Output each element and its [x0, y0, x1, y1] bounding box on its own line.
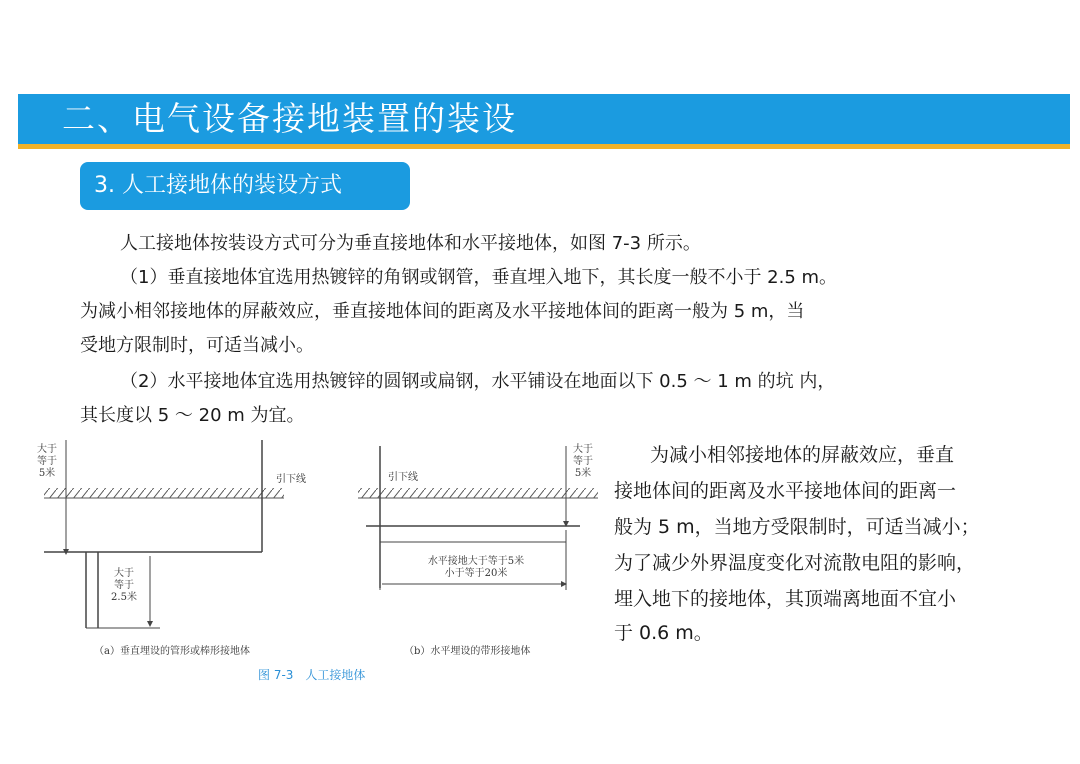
fig-b-dist-label: 大于 等于 5米: [573, 444, 593, 479]
side-line-3: 般为 5 m，当地方受限制时，可适当减小；: [614, 516, 980, 538]
fig-a-length-label: 大于 等于 2.5米: [111, 568, 137, 603]
side-line-6: 于 0.6 m。: [614, 622, 713, 644]
side-line-1: 为减小相邻接地体的屏蔽效应，垂直: [650, 444, 955, 466]
figure-caption: 图 7-3 人工接地体: [258, 668, 366, 682]
page-title: 二、电气设备接地装置的装设: [62, 99, 517, 138]
body-line-4: 受地方限制时，可适当减小。: [80, 335, 314, 356]
section-subtitle: 3. 人工接地体的装设方式: [94, 173, 342, 198]
fig-a-lead-label: 引下线: [276, 474, 306, 485]
side-line-4: 为了减少外界温度变化对流散电阻的影响，: [614, 552, 976, 574]
fig-b-lead-label: 引下线: [388, 472, 418, 483]
body-line-3: 为减小相邻接地体的屏蔽效应，垂直接地体间的距离及水平接地体间的距离一般为 5 m，当: [80, 301, 805, 322]
ground-hatch-a: [44, 488, 284, 498]
fig-a-caption: （a）垂直埋设的管形或棒形接地体: [94, 646, 250, 657]
fig-a-dist-label: 大于 等于 5米: [37, 444, 57, 479]
body-line-2: （1）垂直接地体宜选用热镀锌的角钢或钢管，垂直埋入地下，其长度一般不小于 2.5 m。: [120, 267, 838, 288]
fig-b-caption: （b）水平埋设的带形接地体: [404, 646, 531, 657]
side-line-5: 埋入地下的接地体，其顶端离地面不宜小: [614, 588, 957, 610]
body-line-5: （2）水平接地体宜选用热镀锌的圆钢或扁钢，水平铺设在地面以下 0.5 ～ 1 m 的坑 内，: [120, 371, 836, 392]
fig-b-length-label: 水平接地大于等于5米 小于等于20米: [427, 556, 525, 579]
ground-hatch-b: [358, 488, 598, 498]
side-line-2: 接地体间的距离及水平接地体间的距离一: [614, 480, 957, 502]
body-line-6: 其长度以 5 ～ 20 m 为宜。: [80, 405, 305, 426]
body-line-1: 人工接地体按装设方式可分为垂直接地体和水平接地体，如图 7-3 所示。: [120, 233, 701, 254]
